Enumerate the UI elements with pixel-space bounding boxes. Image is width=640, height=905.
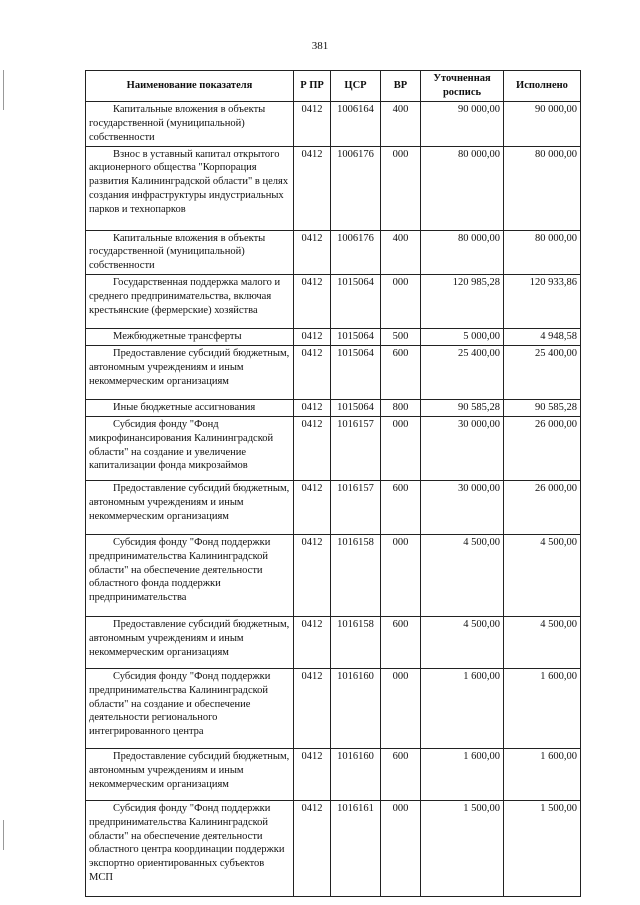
cell-name: Предоставление субсидий бюджетным, автономным учреждениям и иным некоммерческим организациям [86, 480, 294, 534]
cell-vr: 600 [381, 480, 421, 534]
cell-done: 90 585,28 [504, 400, 581, 417]
cell-done: 90 000,00 [504, 102, 581, 147]
scan-margin-mark [3, 820, 4, 850]
cell-vr: 600 [381, 346, 421, 400]
cell-csr: 1006176 [331, 230, 381, 275]
cell-vr: 500 [381, 329, 421, 346]
cell-done: 1 500,00 [504, 800, 581, 896]
cell-csr: 1016161 [331, 800, 381, 896]
cell-csr: 1016160 [331, 668, 381, 748]
cell-vr: 400 [381, 230, 421, 275]
cell-done: 4 500,00 [504, 534, 581, 616]
header-done: Исполнено [504, 71, 581, 102]
cell-vr: 000 [381, 275, 421, 329]
cell-rpr: 0412 [294, 275, 331, 329]
cell-csr: 1015064 [331, 329, 381, 346]
cell-rpr: 0412 [294, 534, 331, 616]
cell-plan: 80 000,00 [421, 146, 504, 230]
scan-margin-mark [3, 70, 4, 110]
table-row [86, 668, 581, 748]
cell-vr: 600 [381, 616, 421, 668]
cell-name: Иные бюджетные ассигнования [86, 400, 294, 417]
cell-plan: 1 600,00 [421, 668, 504, 748]
cell-csr: 1016158 [331, 534, 381, 616]
cell-vr: 000 [381, 800, 421, 896]
cell-vr: 000 [381, 416, 421, 480]
table-row [86, 480, 581, 534]
cell-name: Предоставление субсидий бюджетным, автономным учреждениям и иным некоммерческим организациям [86, 616, 294, 668]
cell-done: 120 933,86 [504, 275, 581, 329]
cell-name: Капитальные вложения в объекты государственной (муниципальной) собственности [86, 102, 294, 147]
header-vr: ВР [381, 71, 421, 102]
cell-plan: 90 585,28 [421, 400, 504, 417]
cell-done: 4 500,00 [504, 616, 581, 668]
cell-csr: 1015064 [331, 346, 381, 400]
cell-rpr: 0412 [294, 748, 331, 800]
table-header-row [86, 71, 581, 102]
cell-rpr: 0412 [294, 329, 331, 346]
cell-plan: 1 500,00 [421, 800, 504, 896]
cell-rpr: 0412 [294, 616, 331, 668]
cell-done: 80 000,00 [504, 146, 581, 230]
cell-vr: 400 [381, 102, 421, 147]
table-row [86, 275, 581, 329]
cell-plan: 90 000,00 [421, 102, 504, 147]
cell-plan: 25 400,00 [421, 346, 504, 400]
cell-rpr: 0412 [294, 230, 331, 275]
table-row [86, 146, 581, 230]
table-row [86, 416, 581, 480]
cell-vr: 800 [381, 400, 421, 417]
cell-plan: 30 000,00 [421, 416, 504, 480]
cell-plan: 5 000,00 [421, 329, 504, 346]
header-csr: ЦСР [331, 71, 381, 102]
table-row [86, 329, 581, 346]
cell-csr: 1006176 [331, 146, 381, 230]
table-row [86, 534, 581, 616]
cell-name: Предоставление субсидий бюджетным, автономным учреждениям и иным некоммерческим организациям [86, 748, 294, 800]
table-row [86, 230, 581, 275]
table-row [86, 748, 581, 800]
cell-csr: 1016160 [331, 748, 381, 800]
cell-name: Капитальные вложения в объекты государственной (муниципальной) собственности [86, 230, 294, 275]
cell-csr: 1016157 [331, 416, 381, 480]
cell-name: Субсидия фонду "Фонд поддержки предпринимательства Калининградской области" на обеспечение деятельности областного центра координации поддержки экспортно ориентированных субъектов МСП [86, 800, 294, 896]
cell-done: 4 948,58 [504, 329, 581, 346]
page-number: 381 [311, 40, 329, 52]
cell-plan: 80 000,00 [421, 230, 504, 275]
cell-rpr: 0412 [294, 146, 331, 230]
table-row [86, 616, 581, 668]
cell-name: Субсидия фонду "Фонд поддержки предпринимательства Калининградской области" на создание и обеспечение деятельности регионального интегрированного центра [86, 668, 294, 748]
cell-vr: 000 [381, 146, 421, 230]
cell-plan: 1 600,00 [421, 748, 504, 800]
cell-rpr: 0412 [294, 668, 331, 748]
table-row [86, 400, 581, 417]
cell-done: 1 600,00 [504, 748, 581, 800]
cell-vr: 600 [381, 748, 421, 800]
cell-csr: 1016157 [331, 480, 381, 534]
cell-rpr: 0412 [294, 416, 331, 480]
cell-name: Межбюджетные трансферты [86, 329, 294, 346]
cell-name: Взнос в уставный капитал открытого акционерного общества "Корпорация развития Калининградской области" в целях создания инфраструктуры индустриальных парков и технопарков [86, 146, 294, 230]
cell-vr: 000 [381, 534, 421, 616]
cell-vr: 000 [381, 668, 421, 748]
cell-plan: 4 500,00 [421, 616, 504, 668]
cell-done: 26 000,00 [504, 416, 581, 480]
cell-name: Субсидия фонду "Фонд поддержки предпринимательства Калининградской области" на обеспечение деятельности областного фонда поддержки предпринимательства [86, 534, 294, 616]
table-row [86, 346, 581, 400]
cell-done: 1 600,00 [504, 668, 581, 748]
table-row [86, 102, 581, 147]
cell-rpr: 0412 [294, 800, 331, 896]
cell-done: 26 000,00 [504, 480, 581, 534]
cell-plan: 30 000,00 [421, 480, 504, 534]
cell-plan: 4 500,00 [421, 534, 504, 616]
cell-csr: 1006164 [331, 102, 381, 147]
cell-rpr: 0412 [294, 346, 331, 400]
cell-done: 80 000,00 [504, 230, 581, 275]
cell-csr: 1016158 [331, 616, 381, 668]
header-name: Наименование показателя [86, 71, 294, 102]
budget-execution-table [85, 70, 581, 897]
cell-rpr: 0412 [294, 480, 331, 534]
cell-csr: 1015064 [331, 275, 381, 329]
cell-rpr: 0412 [294, 102, 331, 147]
table-row [86, 800, 581, 896]
header-rpr: Р ПР [294, 71, 331, 102]
cell-name: Предоставление субсидий бюджетным, автономным учреждениям и иным некоммерческим организациям [86, 346, 294, 400]
cell-name: Субсидия фонду "Фонд микрофинансирования Калининградской области" на создание и увеличение капитализации фонда микрозаймов [86, 416, 294, 480]
cell-done: 25 400,00 [504, 346, 581, 400]
cell-plan: 120 985,28 [421, 275, 504, 329]
cell-name: Государственная поддержка малого и среднего предпринимательства, включая крестьянские (фермерские) хозяйства [86, 275, 294, 329]
header-plan: Уточненная роспись [421, 71, 504, 102]
cell-rpr: 0412 [294, 400, 331, 417]
cell-csr: 1015064 [331, 400, 381, 417]
